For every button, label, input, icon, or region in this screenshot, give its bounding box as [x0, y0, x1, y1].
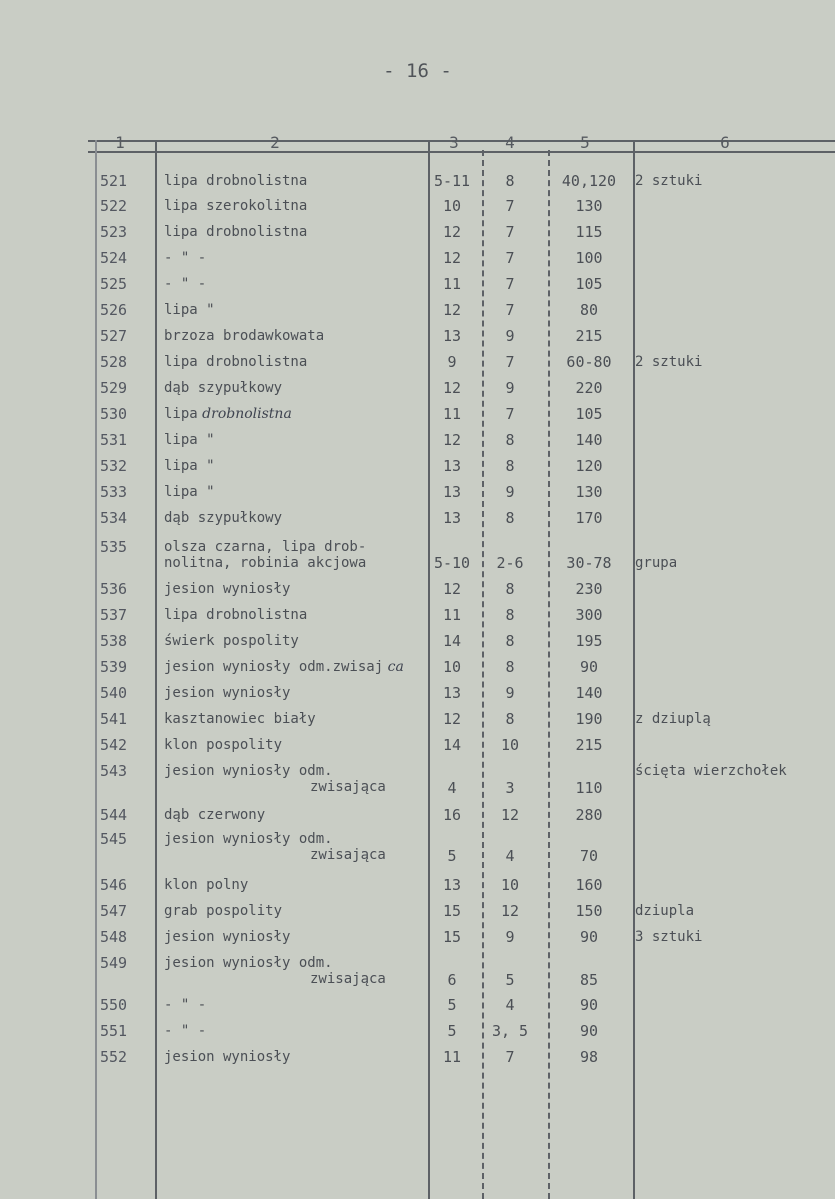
row-species-name: jesion wyniosły odm.zwisaj ca	[164, 659, 404, 675]
row-value-col3: 11	[442, 606, 462, 624]
row-value-col5: 90	[579, 996, 599, 1014]
row-value-col5: 230	[575, 580, 603, 598]
row-value-col3: 5-11	[433, 172, 471, 190]
row-value-col4: 7	[505, 223, 515, 241]
row-species-name: brzoza brodawkowata	[164, 328, 325, 344]
row-value-col4: 8	[505, 509, 515, 527]
row-number: 527	[100, 327, 128, 345]
row-value-col4: 8	[505, 457, 515, 475]
row-number: 539	[100, 658, 128, 676]
row-value-col3: 9	[447, 353, 457, 371]
row-value-col5: 90	[579, 658, 599, 676]
row-species-name: jesion wyniosły	[164, 685, 291, 701]
row-value-col5: 40,120	[561, 172, 617, 190]
row-remarks: z dziuplą	[635, 711, 711, 727]
row-value-col4: 7	[505, 301, 515, 319]
row-value-col5: 280	[575, 806, 603, 824]
row-species-name-cont: zwisająca	[310, 779, 386, 795]
row-number: 537	[100, 606, 128, 624]
row-value-col3: 5	[447, 1022, 457, 1040]
row-value-col4: 7	[505, 405, 515, 423]
row-species-name: klon pospolity	[164, 737, 283, 753]
row-value-col4: 7	[505, 275, 515, 293]
row-species-name: lipa szerokolitna	[164, 198, 308, 214]
row-species-name: grab pospolity	[164, 903, 283, 919]
row-value-col5: 105	[575, 405, 603, 423]
row-number: 534	[100, 509, 128, 527]
row-species-name: jesion wyniosły	[164, 929, 291, 945]
row-value-col4: 4	[505, 847, 515, 865]
row-number: 526	[100, 301, 128, 319]
row-value-col4: 7	[505, 1048, 515, 1066]
row-value-col4: 10	[500, 876, 520, 894]
row-species-name: lipa "	[164, 302, 215, 318]
row-value-col5: 120	[575, 457, 603, 475]
row-species-name-cont: nolitna, robinia akcjowa	[164, 555, 367, 571]
row-value-col3: 11	[442, 275, 462, 293]
row-value-col5: 160	[575, 876, 603, 894]
row-number: 548	[100, 928, 128, 946]
column-header-2: 2	[270, 133, 280, 152]
row-species-name-cont: zwisająca	[310, 847, 386, 863]
row-number: 521	[100, 172, 128, 190]
row-remarks: 2 sztuki	[635, 173, 703, 189]
row-value-col4: 9	[505, 928, 515, 946]
row-remarks: 3 sztuki	[635, 929, 703, 945]
column-header-1: 1	[115, 133, 125, 152]
column-header-5: 5	[580, 133, 590, 152]
row-number: 544	[100, 806, 128, 824]
row-species-name: lipa drobnolistna	[164, 173, 308, 189]
row-value-col4: 8	[505, 658, 515, 676]
row-number: 549	[100, 954, 128, 972]
row-value-col3: 16	[442, 806, 462, 824]
row-value-col5: 115	[575, 223, 603, 241]
row-value-col5: 215	[575, 736, 603, 754]
row-value-col5: 70	[579, 847, 599, 865]
row-value-col5: 98	[579, 1048, 599, 1066]
row-value-col5: 150	[575, 902, 603, 920]
row-species-name: lipa drobnolistna	[164, 224, 308, 240]
row-number: 531	[100, 431, 128, 449]
row-value-col3: 13	[442, 457, 462, 475]
row-value-col5: 300	[575, 606, 603, 624]
row-value-col5: 220	[575, 379, 603, 397]
row-value-col3: 12	[442, 379, 462, 397]
row-number: 524	[100, 249, 128, 267]
page-number: - 16 -	[383, 60, 452, 82]
row-value-col3: 5	[447, 847, 457, 865]
row-value-col4: 8	[505, 632, 515, 650]
row-species-name: - " -	[164, 1023, 207, 1039]
row-value-col5: 110	[575, 779, 603, 797]
row-value-col3: 11	[442, 1048, 462, 1066]
row-value-col4: 8	[505, 606, 515, 624]
row-value-col4: 9	[505, 327, 515, 345]
row-number: 522	[100, 197, 128, 215]
row-value-col4: 5	[505, 971, 515, 989]
row-value-col5: 215	[575, 327, 603, 345]
row-number: 530	[100, 405, 128, 423]
row-number: 541	[100, 710, 128, 728]
row-value-col5: 130	[575, 483, 603, 501]
row-species-name: lipa drobnolistna	[164, 354, 308, 370]
row-value-col4: 4	[505, 996, 515, 1014]
column-header-6: 6	[720, 133, 730, 152]
row-value-col4: 7	[505, 249, 515, 267]
row-value-col3: 13	[442, 483, 462, 501]
row-value-col3: 12	[442, 249, 462, 267]
row-species-name: - " -	[164, 276, 207, 292]
row-species-name: kasztanowiec biały	[164, 711, 316, 727]
row-number: 546	[100, 876, 128, 894]
row-species-name: lipa drobnolistna	[164, 607, 308, 623]
row-value-col3: 14	[442, 736, 462, 754]
handwritten-correction: drobnolistna	[197, 406, 292, 422]
row-species-name: lipa "	[164, 484, 215, 500]
row-number: 523	[100, 223, 128, 241]
row-value-col3: 11	[442, 405, 462, 423]
row-value-col3: 12	[442, 223, 462, 241]
row-value-col3: 15	[442, 902, 462, 920]
row-value-col4: 8	[505, 431, 515, 449]
row-remarks: dziupla	[635, 903, 695, 919]
row-value-col4: 12	[500, 806, 520, 824]
row-number: 536	[100, 580, 128, 598]
row-remarks: grupa	[635, 555, 678, 571]
row-value-col4: 9	[505, 379, 515, 397]
row-value-col4: 8	[505, 172, 515, 190]
row-value-col5: 85	[579, 971, 599, 989]
row-number: 525	[100, 275, 128, 293]
row-value-col3: 12	[442, 301, 462, 319]
row-number: 535	[100, 538, 128, 556]
row-species-name: lipa "	[164, 432, 215, 448]
row-number: 528	[100, 353, 128, 371]
row-species-name: jesion wyniosły odm.	[164, 763, 333, 779]
row-value-col5: 190	[575, 710, 603, 728]
row-value-col4: 9	[505, 483, 515, 501]
row-value-col3: 14	[442, 632, 462, 650]
row-remarks: ścięta wierzchołek	[635, 763, 787, 779]
row-number: 540	[100, 684, 128, 702]
row-species-name: jesion wyniosły odm.	[164, 955, 333, 971]
row-number: 529	[100, 379, 128, 397]
row-value-col5: 130	[575, 197, 603, 215]
row-value-col3: 5-10	[433, 554, 471, 572]
row-value-col3: 10	[442, 658, 462, 676]
row-value-col5: 140	[575, 431, 603, 449]
row-value-col4: 7	[505, 353, 515, 371]
row-species-name: - " -	[164, 250, 207, 266]
row-number: 542	[100, 736, 128, 754]
row-species-name: lipa drobnolistna	[164, 406, 292, 422]
row-number: 547	[100, 902, 128, 920]
row-value-col3: 5	[447, 996, 457, 1014]
column-header-3: 3	[449, 133, 459, 152]
row-species-name: olsza czarna, lipa drob-	[164, 539, 367, 555]
row-number: 538	[100, 632, 128, 650]
row-species-name: klon polny	[164, 877, 249, 893]
row-value-col3: 10	[442, 197, 462, 215]
row-value-col4: 10	[500, 736, 520, 754]
column-divider-left	[95, 140, 97, 1199]
row-value-col4: 3	[505, 779, 515, 797]
row-value-col5: 140	[575, 684, 603, 702]
row-remarks: 2 sztuki	[635, 354, 703, 370]
row-species-name: jesion wyniosły	[164, 581, 291, 597]
row-value-col5: 60-80	[566, 353, 612, 371]
row-species-name: lipa "	[164, 458, 215, 474]
row-species-name: jesion wyniosły odm.	[164, 831, 333, 847]
row-value-col3: 12	[442, 431, 462, 449]
row-number: 532	[100, 457, 128, 475]
row-value-col3: 15	[442, 928, 462, 946]
row-value-col5: 105	[575, 275, 603, 293]
row-number: 551	[100, 1022, 128, 1040]
row-species-name: dąb szypułkowy	[164, 380, 283, 396]
row-number: 550	[100, 996, 128, 1014]
row-species-name-cont: zwisająca	[310, 971, 386, 987]
row-value-col5: 80	[579, 301, 599, 319]
row-species-name: świerk pospolity	[164, 633, 299, 649]
row-value-col5: 170	[575, 509, 603, 527]
row-value-col3: 12	[442, 580, 462, 598]
row-value-col4: 3, 5	[491, 1022, 529, 1040]
column-divider-5	[633, 140, 635, 1199]
row-number: 533	[100, 483, 128, 501]
row-value-col4: 8	[505, 580, 515, 598]
row-value-col4: 8	[505, 710, 515, 728]
row-number: 543	[100, 762, 128, 780]
row-value-col5: 90	[579, 1022, 599, 1040]
handwritten-correction: ca	[383, 659, 404, 675]
row-value-col5: 100	[575, 249, 603, 267]
row-value-col5: 195	[575, 632, 603, 650]
row-value-col3: 13	[442, 876, 462, 894]
row-value-col4: 12	[500, 902, 520, 920]
row-value-col3: 13	[442, 327, 462, 345]
row-species-name: dąb szypułkowy	[164, 510, 283, 526]
row-value-col5: 90	[579, 928, 599, 946]
row-species-name: jesion wyniosły	[164, 1049, 291, 1065]
row-value-col4: 2-6	[496, 554, 524, 572]
row-number: 545	[100, 830, 128, 848]
row-value-col3: 4	[447, 779, 457, 797]
row-number: 552	[100, 1048, 128, 1066]
row-species-name: dąb czerwony	[164, 807, 266, 823]
row-value-col3: 12	[442, 710, 462, 728]
row-value-col3: 6	[447, 971, 457, 989]
row-value-col5: 30-78	[566, 554, 612, 572]
row-value-col3: 13	[442, 684, 462, 702]
column-header-4: 4	[505, 133, 515, 152]
row-value-col4: 9	[505, 684, 515, 702]
row-value-col3: 13	[442, 509, 462, 527]
row-value-col4: 7	[505, 197, 515, 215]
row-species-name: - " -	[164, 997, 207, 1013]
